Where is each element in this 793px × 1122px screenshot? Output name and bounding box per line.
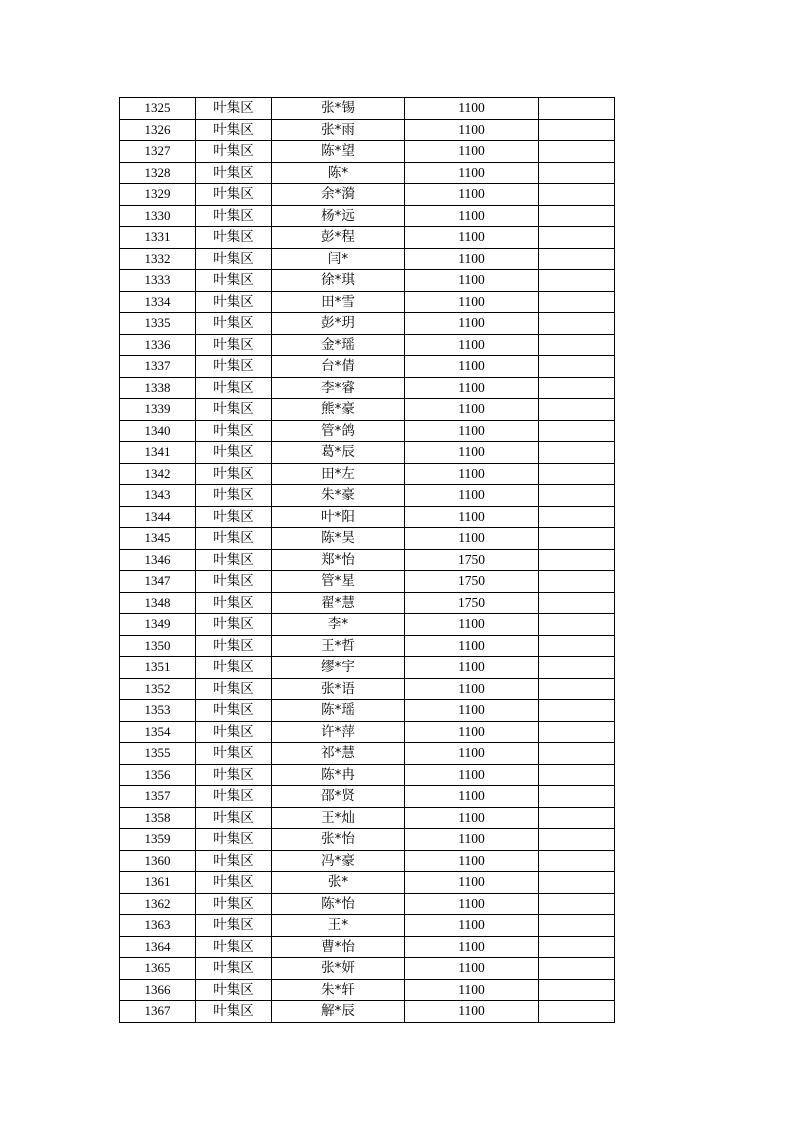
amount-cell: 1100 [405, 377, 539, 399]
note-cell [539, 162, 615, 184]
name-cell: 陈*怡 [272, 893, 405, 915]
note-cell [539, 657, 615, 679]
row-number-cell: 1357 [120, 786, 196, 808]
amount-cell: 1100 [405, 291, 539, 313]
table-row [120, 743, 615, 765]
district-cell: 叶集区 [196, 872, 272, 894]
row-number-cell: 1344 [120, 506, 196, 528]
note-cell [539, 635, 615, 657]
row-number-cell: 1363 [120, 915, 196, 937]
note-cell [539, 227, 615, 249]
district-cell: 叶集区 [196, 98, 272, 120]
amount-cell: 1100 [405, 958, 539, 980]
district-cell: 叶集区 [196, 592, 272, 614]
amount-cell: 1100 [405, 506, 539, 528]
name-cell: 朱*轩 [272, 979, 405, 1001]
row-number-cell: 1342 [120, 463, 196, 485]
row-number-cell: 1341 [120, 442, 196, 464]
table-row [120, 936, 615, 958]
row-number-cell: 1367 [120, 1001, 196, 1023]
district-cell: 叶集区 [196, 678, 272, 700]
note-cell [539, 592, 615, 614]
table-row [120, 98, 615, 120]
district-cell: 叶集区 [196, 700, 272, 722]
district-cell: 叶集区 [196, 334, 272, 356]
note-cell [539, 377, 615, 399]
row-number-cell: 1337 [120, 356, 196, 378]
amount-cell: 1100 [405, 893, 539, 915]
amount-cell: 1100 [405, 936, 539, 958]
amount-cell: 1100 [405, 657, 539, 679]
row-number-cell: 1362 [120, 893, 196, 915]
table-row [120, 184, 615, 206]
row-number-cell: 1346 [120, 549, 196, 571]
table-row [120, 506, 615, 528]
district-cell: 叶集区 [196, 227, 272, 249]
district-cell: 叶集区 [196, 1001, 272, 1023]
table-row [120, 141, 615, 163]
name-cell: 陈*瑶 [272, 700, 405, 722]
district-cell: 叶集区 [196, 829, 272, 851]
note-cell [539, 678, 615, 700]
name-cell: 张*怡 [272, 829, 405, 851]
amount-cell: 1100 [405, 98, 539, 120]
table-row [120, 893, 615, 915]
table-row [120, 227, 615, 249]
note-cell [539, 850, 615, 872]
note-cell [539, 571, 615, 593]
table-row [120, 764, 615, 786]
district-cell: 叶集区 [196, 807, 272, 829]
row-number-cell: 1349 [120, 614, 196, 636]
name-cell: 金*瑶 [272, 334, 405, 356]
name-cell: 李*睿 [272, 377, 405, 399]
district-cell: 叶集区 [196, 420, 272, 442]
note-cell [539, 205, 615, 227]
note-cell [539, 270, 615, 292]
amount-cell: 1100 [405, 184, 539, 206]
row-number-cell: 1358 [120, 807, 196, 829]
name-cell: 余*漪 [272, 184, 405, 206]
amount-cell: 1100 [405, 786, 539, 808]
district-cell: 叶集区 [196, 850, 272, 872]
table-row [120, 205, 615, 227]
table-row [120, 829, 615, 851]
district-cell: 叶集区 [196, 356, 272, 378]
note-cell [539, 141, 615, 163]
note-cell [539, 356, 615, 378]
name-cell: 郑*怡 [272, 549, 405, 571]
table-row [120, 721, 615, 743]
data-table [119, 97, 615, 1023]
district-cell: 叶集区 [196, 571, 272, 593]
name-cell: 张*雨 [272, 119, 405, 141]
amount-cell: 1100 [405, 635, 539, 657]
row-number-cell: 1343 [120, 485, 196, 507]
name-cell: 王*哲 [272, 635, 405, 657]
table-row [120, 463, 615, 485]
row-number-cell: 1336 [120, 334, 196, 356]
amount-cell: 1100 [405, 678, 539, 700]
note-cell [539, 420, 615, 442]
district-cell: 叶集区 [196, 162, 272, 184]
note-cell [539, 786, 615, 808]
amount-cell: 1750 [405, 549, 539, 571]
amount-cell: 1750 [405, 592, 539, 614]
row-number-cell: 1366 [120, 979, 196, 1001]
name-cell: 李* [272, 614, 405, 636]
note-cell [539, 291, 615, 313]
district-cell: 叶集区 [196, 786, 272, 808]
note-cell [539, 506, 615, 528]
note-cell [539, 399, 615, 421]
row-number-cell: 1332 [120, 248, 196, 270]
amount-cell: 1100 [405, 872, 539, 894]
name-cell: 徐*琪 [272, 270, 405, 292]
name-cell: 陈* [272, 162, 405, 184]
table-row [120, 528, 615, 550]
row-number-cell: 1335 [120, 313, 196, 335]
district-cell: 叶集区 [196, 313, 272, 335]
table-row [120, 592, 615, 614]
row-number-cell: 1338 [120, 377, 196, 399]
table-row [120, 915, 615, 937]
amount-cell: 1100 [405, 1001, 539, 1023]
district-cell: 叶集区 [196, 721, 272, 743]
table-row [120, 614, 615, 636]
table-row [120, 377, 615, 399]
name-cell: 陈*望 [272, 141, 405, 163]
name-cell: 缪*宇 [272, 657, 405, 679]
note-cell [539, 1001, 615, 1023]
district-cell: 叶集区 [196, 893, 272, 915]
row-number-cell: 1333 [120, 270, 196, 292]
row-number-cell: 1329 [120, 184, 196, 206]
table-row [120, 313, 615, 335]
district-cell: 叶集区 [196, 485, 272, 507]
amount-cell: 1100 [405, 442, 539, 464]
table-row [120, 334, 615, 356]
name-cell: 曹*怡 [272, 936, 405, 958]
note-cell [539, 119, 615, 141]
row-number-cell: 1330 [120, 205, 196, 227]
name-cell: 闫* [272, 248, 405, 270]
row-number-cell: 1364 [120, 936, 196, 958]
table-row [120, 442, 615, 464]
district-cell: 叶集区 [196, 958, 272, 980]
table-row [120, 850, 615, 872]
table-row [120, 399, 615, 421]
note-cell [539, 442, 615, 464]
row-number-cell: 1345 [120, 528, 196, 550]
name-cell: 熊*豪 [272, 399, 405, 421]
name-cell: 管*星 [272, 571, 405, 593]
row-number-cell: 1331 [120, 227, 196, 249]
row-number-cell: 1365 [120, 958, 196, 980]
district-cell: 叶集区 [196, 377, 272, 399]
district-cell: 叶集区 [196, 291, 272, 313]
table-row [120, 700, 615, 722]
note-cell [539, 334, 615, 356]
amount-cell: 1100 [405, 205, 539, 227]
note-cell [539, 313, 615, 335]
name-cell: 许*萍 [272, 721, 405, 743]
note-cell [539, 184, 615, 206]
table-row [120, 549, 615, 571]
note-cell [539, 958, 615, 980]
district-cell: 叶集区 [196, 915, 272, 937]
note-cell [539, 807, 615, 829]
note-cell [539, 463, 615, 485]
note-cell [539, 936, 615, 958]
note-cell [539, 248, 615, 270]
row-number-cell: 1334 [120, 291, 196, 313]
name-cell: 翟*慧 [272, 592, 405, 614]
amount-cell: 1100 [405, 399, 539, 421]
name-cell: 张* [272, 872, 405, 894]
district-cell: 叶集区 [196, 141, 272, 163]
district-cell: 叶集区 [196, 528, 272, 550]
note-cell [539, 549, 615, 571]
note-cell [539, 485, 615, 507]
amount-cell: 1100 [405, 850, 539, 872]
district-cell: 叶集区 [196, 184, 272, 206]
name-cell: 陈*昊 [272, 528, 405, 550]
amount-cell: 1100 [405, 227, 539, 249]
amount-cell: 1100 [405, 700, 539, 722]
amount-cell: 1750 [405, 571, 539, 593]
name-cell: 叶*阳 [272, 506, 405, 528]
amount-cell: 1100 [405, 356, 539, 378]
name-cell: 王*灿 [272, 807, 405, 829]
amount-cell: 1100 [405, 162, 539, 184]
district-cell: 叶集区 [196, 657, 272, 679]
note-cell [539, 528, 615, 550]
table-row [120, 248, 615, 270]
row-number-cell: 1325 [120, 98, 196, 120]
name-cell: 张*锡 [272, 98, 405, 120]
amount-cell: 1100 [405, 807, 539, 829]
amount-cell: 1100 [405, 420, 539, 442]
name-cell: 葛*辰 [272, 442, 405, 464]
district-cell: 叶集区 [196, 270, 272, 292]
amount-cell: 1100 [405, 248, 539, 270]
name-cell: 田*左 [272, 463, 405, 485]
district-cell: 叶集区 [196, 205, 272, 227]
table-row [120, 635, 615, 657]
row-number-cell: 1347 [120, 571, 196, 593]
row-number-cell: 1340 [120, 420, 196, 442]
note-cell [539, 915, 615, 937]
district-cell: 叶集区 [196, 463, 272, 485]
name-cell: 王* [272, 915, 405, 937]
row-number-cell: 1351 [120, 657, 196, 679]
name-cell: 朱*豪 [272, 485, 405, 507]
row-number-cell: 1354 [120, 721, 196, 743]
table-row [120, 807, 615, 829]
district-cell: 叶集区 [196, 936, 272, 958]
amount-cell: 1100 [405, 463, 539, 485]
note-cell [539, 721, 615, 743]
table-row [120, 657, 615, 679]
table-row [120, 678, 615, 700]
amount-cell: 1100 [405, 334, 539, 356]
table-row [120, 356, 615, 378]
row-number-cell: 1326 [120, 119, 196, 141]
name-cell: 祁*慧 [272, 743, 405, 765]
row-number-cell: 1360 [120, 850, 196, 872]
row-number-cell: 1356 [120, 764, 196, 786]
table-body [120, 98, 615, 1023]
table-row [120, 270, 615, 292]
name-cell: 冯*豪 [272, 850, 405, 872]
table-row [120, 119, 615, 141]
name-cell: 解*辰 [272, 1001, 405, 1023]
name-cell: 彭*玥 [272, 313, 405, 335]
amount-cell: 1100 [405, 764, 539, 786]
district-cell: 叶集区 [196, 635, 272, 657]
table-row [120, 786, 615, 808]
table-row [120, 979, 615, 1001]
row-number-cell: 1327 [120, 141, 196, 163]
amount-cell: 1100 [405, 915, 539, 937]
note-cell [539, 764, 615, 786]
table-row [120, 958, 615, 980]
amount-cell: 1100 [405, 614, 539, 636]
row-number-cell: 1348 [120, 592, 196, 614]
note-cell [539, 979, 615, 1001]
amount-cell: 1100 [405, 743, 539, 765]
table-row [120, 872, 615, 894]
note-cell [539, 700, 615, 722]
name-cell: 张*妍 [272, 958, 405, 980]
row-number-cell: 1353 [120, 700, 196, 722]
amount-cell: 1100 [405, 119, 539, 141]
table-row [120, 162, 615, 184]
row-number-cell: 1361 [120, 872, 196, 894]
district-cell: 叶集区 [196, 119, 272, 141]
row-number-cell: 1352 [120, 678, 196, 700]
district-cell: 叶集区 [196, 979, 272, 1001]
name-cell: 张*语 [272, 678, 405, 700]
name-cell: 田*雪 [272, 291, 405, 313]
note-cell [539, 872, 615, 894]
note-cell [539, 893, 615, 915]
row-number-cell: 1355 [120, 743, 196, 765]
note-cell [539, 614, 615, 636]
amount-cell: 1100 [405, 485, 539, 507]
district-cell: 叶集区 [196, 248, 272, 270]
amount-cell: 1100 [405, 270, 539, 292]
name-cell: 陈*冉 [272, 764, 405, 786]
amount-cell: 1100 [405, 829, 539, 851]
amount-cell: 1100 [405, 721, 539, 743]
table-row [120, 485, 615, 507]
name-cell: 管*鸽 [272, 420, 405, 442]
name-cell: 杨*远 [272, 205, 405, 227]
note-cell [539, 829, 615, 851]
table-row [120, 291, 615, 313]
row-number-cell: 1359 [120, 829, 196, 851]
district-cell: 叶集区 [196, 549, 272, 571]
table-row [120, 571, 615, 593]
district-cell: 叶集区 [196, 506, 272, 528]
row-number-cell: 1339 [120, 399, 196, 421]
amount-cell: 1100 [405, 528, 539, 550]
row-number-cell: 1350 [120, 635, 196, 657]
table-row [120, 420, 615, 442]
district-cell: 叶集区 [196, 743, 272, 765]
amount-cell: 1100 [405, 979, 539, 1001]
district-cell: 叶集区 [196, 399, 272, 421]
district-cell: 叶集区 [196, 764, 272, 786]
district-cell: 叶集区 [196, 442, 272, 464]
table-row [120, 1001, 615, 1023]
amount-cell: 1100 [405, 313, 539, 335]
row-number-cell: 1328 [120, 162, 196, 184]
amount-cell: 1100 [405, 141, 539, 163]
name-cell: 邵*贤 [272, 786, 405, 808]
name-cell: 台*倩 [272, 356, 405, 378]
note-cell [539, 98, 615, 120]
name-cell: 彭*程 [272, 227, 405, 249]
district-cell: 叶集区 [196, 614, 272, 636]
note-cell [539, 743, 615, 765]
